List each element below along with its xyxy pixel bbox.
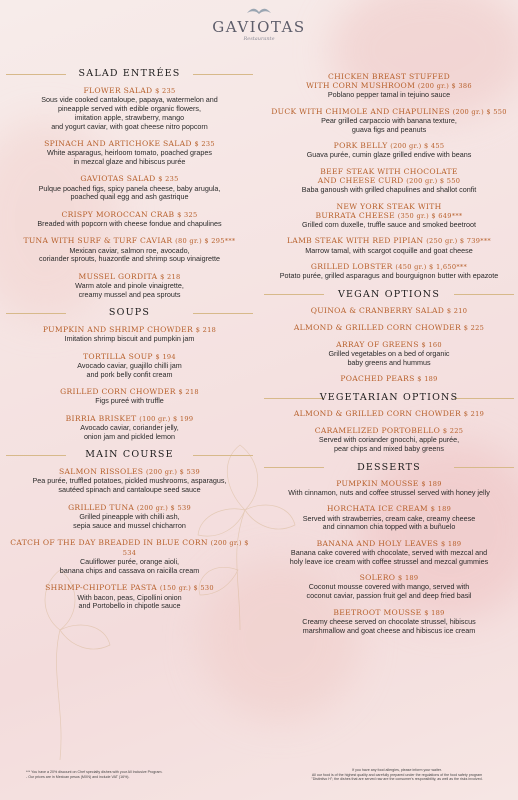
dish-price: $ 189 xyxy=(441,539,462,548)
dish-description: sepia sauce and mussel chicharron xyxy=(73,520,186,530)
dish-name xyxy=(264,72,514,81)
dish-name-text: PUMPKIN MOUSSE xyxy=(336,478,419,488)
dish-description: onion jam and pickled lemon xyxy=(83,431,176,441)
dish-name-text: ALMOND & GRILLED CORN CHOWDER xyxy=(293,409,461,419)
dish-description: guava figs and peanuts xyxy=(351,124,427,134)
menu-item xyxy=(6,583,253,611)
menu-item xyxy=(6,352,253,380)
section-title: SALAD ENTRÉES xyxy=(78,68,181,79)
menu-left-column xyxy=(6,68,253,619)
dish-description: White asparagus, heirloom tomato, poached grapes xyxy=(46,148,212,158)
dish-price: (350 gr.) $ 649*** xyxy=(397,211,463,220)
menu-item xyxy=(6,467,253,495)
footer-notes-left xyxy=(26,770,236,779)
dish-description: Avocado caviar, coriander jelly, xyxy=(80,422,179,432)
dish-price: $ 189 xyxy=(398,574,419,583)
dish-price: (100 gr.) $ 199 xyxy=(139,414,194,423)
dish-description: Grilled corn duxelle, truffle sauce and smoked beetroot xyxy=(301,219,477,229)
dish-description: pear chips and mixed baby greens xyxy=(334,443,444,453)
menu-item xyxy=(264,374,514,384)
dish-name-text: FLOWER SALAD xyxy=(83,86,153,95)
dish-description: in mezcal glaze and hibiscus purée xyxy=(73,156,186,166)
section-title: DESSERTS xyxy=(357,461,421,473)
dish-description: Banana cake covered with chocolate, served with mezcal and xyxy=(290,547,488,557)
menu-item xyxy=(264,479,514,498)
dish-description: Creamy cheese served on chocolate strussel, hibiscus xyxy=(302,616,476,626)
menu-item xyxy=(264,504,514,532)
dish-price: $ 219 xyxy=(463,410,485,419)
dish-name-text: SPINACH AND ARTICHOKE SALAD xyxy=(44,138,192,148)
section-title: VEGAN OPTIONS xyxy=(337,288,441,300)
dish-description: Pulque poached figs, spicy panela cheese, baby arugula, xyxy=(38,183,221,193)
dish-name-text: SOLERO xyxy=(359,573,396,583)
dish-description: and cinnamon chia topped with a buñuelo xyxy=(322,522,456,532)
menu-item xyxy=(264,72,514,100)
dish-description: Figs pureé with truffle xyxy=(95,396,164,406)
dish-price: $ 218 xyxy=(195,326,217,335)
menu-item xyxy=(6,236,253,264)
dish-name xyxy=(264,167,514,176)
footer-note: - Our prices are in Mexican pesos (MXN) and include VAT (16%). xyxy=(26,774,130,779)
dish-description: Served with strawberries, cream cake, creamy cheese xyxy=(302,513,476,523)
brand-name: GAVIOTAS xyxy=(212,18,306,36)
dish-name xyxy=(264,202,514,211)
footer-note: "Distintivo H"; the dishes that are served raw are the consumer's responsibility, as well as the risks involved. xyxy=(311,777,483,782)
dish-name-text: GAVIOTAS SALAD xyxy=(80,174,156,184)
menu-item xyxy=(6,86,253,131)
dish-name-text: CHICKEN BREAST STUFFED xyxy=(328,72,450,81)
dish-name xyxy=(264,323,514,333)
menu-item xyxy=(6,538,253,576)
dish-description: holy leave ice cream with coffee strussel and mezcal gummies xyxy=(289,556,489,566)
dish-name-text: GRILLED LOBSTER xyxy=(310,261,393,271)
dish-name-text: CARAMELIZED PORTOBELLO xyxy=(314,425,441,435)
dish-name-text: NEW YORK STEAK WITH xyxy=(336,201,442,211)
dish-name-text: HORCHATA ICE CREAM xyxy=(326,504,428,514)
dish-description: Poblano pepper tamal in tejuino sauce xyxy=(327,90,451,100)
dish-price: $ 218 xyxy=(160,272,181,281)
dish-name-text: BURRATA CHEESE xyxy=(315,210,395,220)
dish-price: $ 218 xyxy=(178,388,199,397)
menu-item xyxy=(6,272,253,300)
dish-name-text: MUSSEL GORDITA xyxy=(78,271,158,281)
menu-item xyxy=(264,573,514,601)
dish-description: and Portobello in chipotle sauce xyxy=(78,601,181,611)
dish-description: coriander sprouts, huazontle and shrimp soup vinaigrette xyxy=(39,254,220,264)
dish-name-text: POACHED PEARS xyxy=(340,373,415,383)
dish-description: pineapple served with edible organic flowers, xyxy=(57,104,202,113)
dish-description: Marrow tamal, with scargot coquille and goat cheese xyxy=(305,245,473,255)
dish-name-text: BEEF STEAK WITH CHOCOLATE xyxy=(320,166,458,176)
dish-description: Cauliflower purée, orange aioli, xyxy=(79,557,180,567)
dish-name-text: DUCK WITH CHIMOLE AND CHAPULINES xyxy=(271,106,450,116)
dish-price: (200 gr.) $ 455 xyxy=(390,142,445,151)
dish-description: Guava purée, cumin glaze grilled endive with beans xyxy=(306,150,472,160)
dish-name-text: BIRRIA BRISKET xyxy=(65,413,137,423)
dish-description: and pork belly confit cream xyxy=(86,369,173,379)
dish-description: Potato purée, grilled asparagus and bourguignon butter with epazote xyxy=(279,271,499,281)
section-heading xyxy=(6,449,253,460)
dish-description: Breaded with popcorn with cheese fondue and chapulines xyxy=(37,218,222,228)
dish-name-text: ALMOND & GRILLED CORN CHOWDER xyxy=(293,322,461,332)
dish-name-text: AND CHEESE CURD xyxy=(317,175,404,185)
dish-name-text: GRILLED TUNA xyxy=(68,502,135,512)
footer-note: If you have any food allergies, please inform your waiter. xyxy=(352,768,442,772)
dish-description: Grilled vegetables on a bed of organic xyxy=(328,348,450,358)
menu-item xyxy=(264,323,514,333)
dish-price: (250 gr.) $ 739*** xyxy=(426,237,492,246)
dish-description: With bacon, peas, Cipollini onion xyxy=(77,592,182,602)
menu-item xyxy=(264,141,514,160)
dish-price: (200 gr.) $ 539 xyxy=(136,503,191,512)
menu-item xyxy=(264,409,514,419)
section-heading xyxy=(264,289,514,300)
menu-item xyxy=(6,503,253,531)
footer-note: All our food is of the highest quality and carefully prepared under the regulations of the food safety program xyxy=(311,772,483,777)
dish-price: $ 189 xyxy=(417,374,438,383)
menu-item xyxy=(264,608,514,636)
menu-item xyxy=(264,306,514,316)
dish-name xyxy=(6,538,253,558)
menu-item xyxy=(264,202,514,230)
dish-name-text: QUINOA & CRANBERRY SALAD xyxy=(310,305,445,315)
dish-description: banana chips and cassava on raicilla cream xyxy=(59,566,200,576)
dish-description: creamy mussel and pea sprouts xyxy=(78,289,181,299)
menu-item xyxy=(264,539,514,567)
menu-item xyxy=(6,387,253,406)
dish-price: (200 gr.) $ 550 xyxy=(452,107,507,116)
seagull-logo-icon xyxy=(246,4,272,16)
menu-item xyxy=(264,107,514,135)
dish-price: (80 gr.) $ 295*** xyxy=(175,237,236,246)
dish-description: Warm atole and pinole vinaigrette, xyxy=(75,280,184,290)
dish-name-text: BEETROOT MOUSSE xyxy=(333,607,422,617)
dish-price: (200 gr.) $ 539 xyxy=(145,468,201,477)
dish-description: sautéed spinach and cantaloupe seed sauce xyxy=(58,485,201,495)
section-heading xyxy=(6,68,253,79)
dish-name-text: PORK BELLY xyxy=(333,141,388,151)
dish-name-text: SALMON RISSOLES xyxy=(58,467,144,477)
dish-name-text: LAMB STEAK WITH RED PIPIAN xyxy=(286,236,424,246)
dish-price: $ 235 xyxy=(155,87,176,95)
dish-name-text: SHRIMP-CHIPOTLE PASTA xyxy=(45,583,158,593)
menu-header xyxy=(0,4,518,42)
dish-description: Coconut mousse covered with mango, served with xyxy=(308,582,470,592)
dish-description: Imitation shrimp biscuit and pumpkin jam xyxy=(64,334,195,344)
dish-price: (200 gr.) $ 534 xyxy=(122,538,249,558)
dish-description: Grilled pineapple with chilli ash, xyxy=(79,511,180,521)
menu-item xyxy=(264,167,514,195)
dish-description: Pear grilled carpaccio with banana texture, xyxy=(321,116,457,125)
menu-item xyxy=(264,236,514,255)
dish-price: $ 225 xyxy=(463,323,485,332)
dish-price: (200 gr.) $ 550 xyxy=(406,176,461,185)
menu-item xyxy=(264,340,514,368)
dish-name-text: CATCH OF THE DAY BREADED IN BLUE CORN xyxy=(10,537,208,547)
menu-item xyxy=(6,414,253,442)
menu-item xyxy=(6,139,253,167)
section-title: SOUPS xyxy=(108,307,151,319)
dish-name-text: ARRAY OF GREENS xyxy=(336,339,419,349)
section-heading xyxy=(6,307,253,318)
dish-description: and yogurt caviar, with goat cheese nitro popcorn xyxy=(51,121,208,131)
dish-name-text: TORTILLA SOUP xyxy=(83,351,153,361)
dish-name-text: TUNA WITH SURF & TURF CAVIAR xyxy=(23,236,173,246)
dish-name xyxy=(264,374,514,384)
dish-price: $ 189 xyxy=(424,608,445,617)
dish-price: (200 gr.) $ 386 xyxy=(417,82,472,91)
menu-right-column xyxy=(264,72,514,642)
dish-description: baby greens and hummus xyxy=(347,357,431,367)
dish-price: $ 235 xyxy=(158,175,179,184)
section-heading xyxy=(264,462,514,473)
dish-price: $ 225 xyxy=(442,426,464,435)
menu-item xyxy=(6,210,253,229)
dish-description: coconut caviar, passion fruit gel and deep fried basil xyxy=(306,591,472,601)
dish-price: (450 gr.) $ 1,650*** xyxy=(395,262,468,271)
dish-name xyxy=(264,409,514,419)
menu-item xyxy=(264,262,514,281)
menu-item xyxy=(264,426,514,454)
brand-subtitle: Restaurante xyxy=(243,36,275,42)
dish-price: $ 189 xyxy=(421,479,442,488)
dish-price: $ 235 xyxy=(194,139,215,148)
dish-price: $ 160 xyxy=(421,340,442,349)
dish-description: imitation apple, strawberry, mango xyxy=(74,112,185,122)
dish-price: $ 194 xyxy=(155,352,176,361)
dish-description: Pea purée, truffled potatoes, pickled mushrooms, asparagus, xyxy=(32,476,227,486)
footer-note: *** You have a 20% discount on Chef specialty dishes with your All Inclusive Program. xyxy=(26,770,163,774)
dish-description: Served with coriander gnocchi, apple purée, xyxy=(318,435,460,445)
menu-item xyxy=(6,174,253,202)
section-title: MAIN COURSE xyxy=(85,449,174,461)
dish-price: (150 gr.) $ 530 xyxy=(159,584,214,593)
dish-name-text: BANANA AND HOLY LEAVES xyxy=(316,538,439,548)
dish-description: poached quail egg and ash gastrique xyxy=(70,192,189,202)
dish-name-text: WITH CORN MUSHROOM xyxy=(306,81,416,91)
dish-description: With cinnamon, nuts and coffee strussel served with honey jelly xyxy=(288,487,490,497)
dish-name xyxy=(264,306,514,316)
dish-description: Mexican caviar, salmon roe, avocado, xyxy=(69,245,190,255)
dish-name-text: CRISPY MOROCCAN CRAB xyxy=(61,209,175,219)
dish-name-text: PUMPKIN AND SHRIMP CHOWDER xyxy=(42,325,193,335)
dish-price: $ 325 xyxy=(177,210,198,219)
dish-name-text: GRILLED CORN CHOWDER xyxy=(60,387,176,397)
menu-item xyxy=(6,325,253,344)
dish-description: Avocado caviar, guajillo chilli jam xyxy=(77,360,182,370)
dish-description: Sous vide cooked cantaloupe, papaya, watermelon and xyxy=(41,95,218,105)
dish-description: marshmallow and goat cheese and hibiscus ice cream xyxy=(302,625,476,635)
dish-price: $ 210 xyxy=(446,306,468,315)
section-heading xyxy=(264,392,514,403)
section-title: VEGETARIAN OPTIONS xyxy=(319,392,459,404)
footer-notes-right xyxy=(282,768,512,782)
dish-price: $ 189 xyxy=(430,505,452,514)
dish-description: Baba ganoush with grilled chapulines and shallot confit xyxy=(301,185,477,195)
